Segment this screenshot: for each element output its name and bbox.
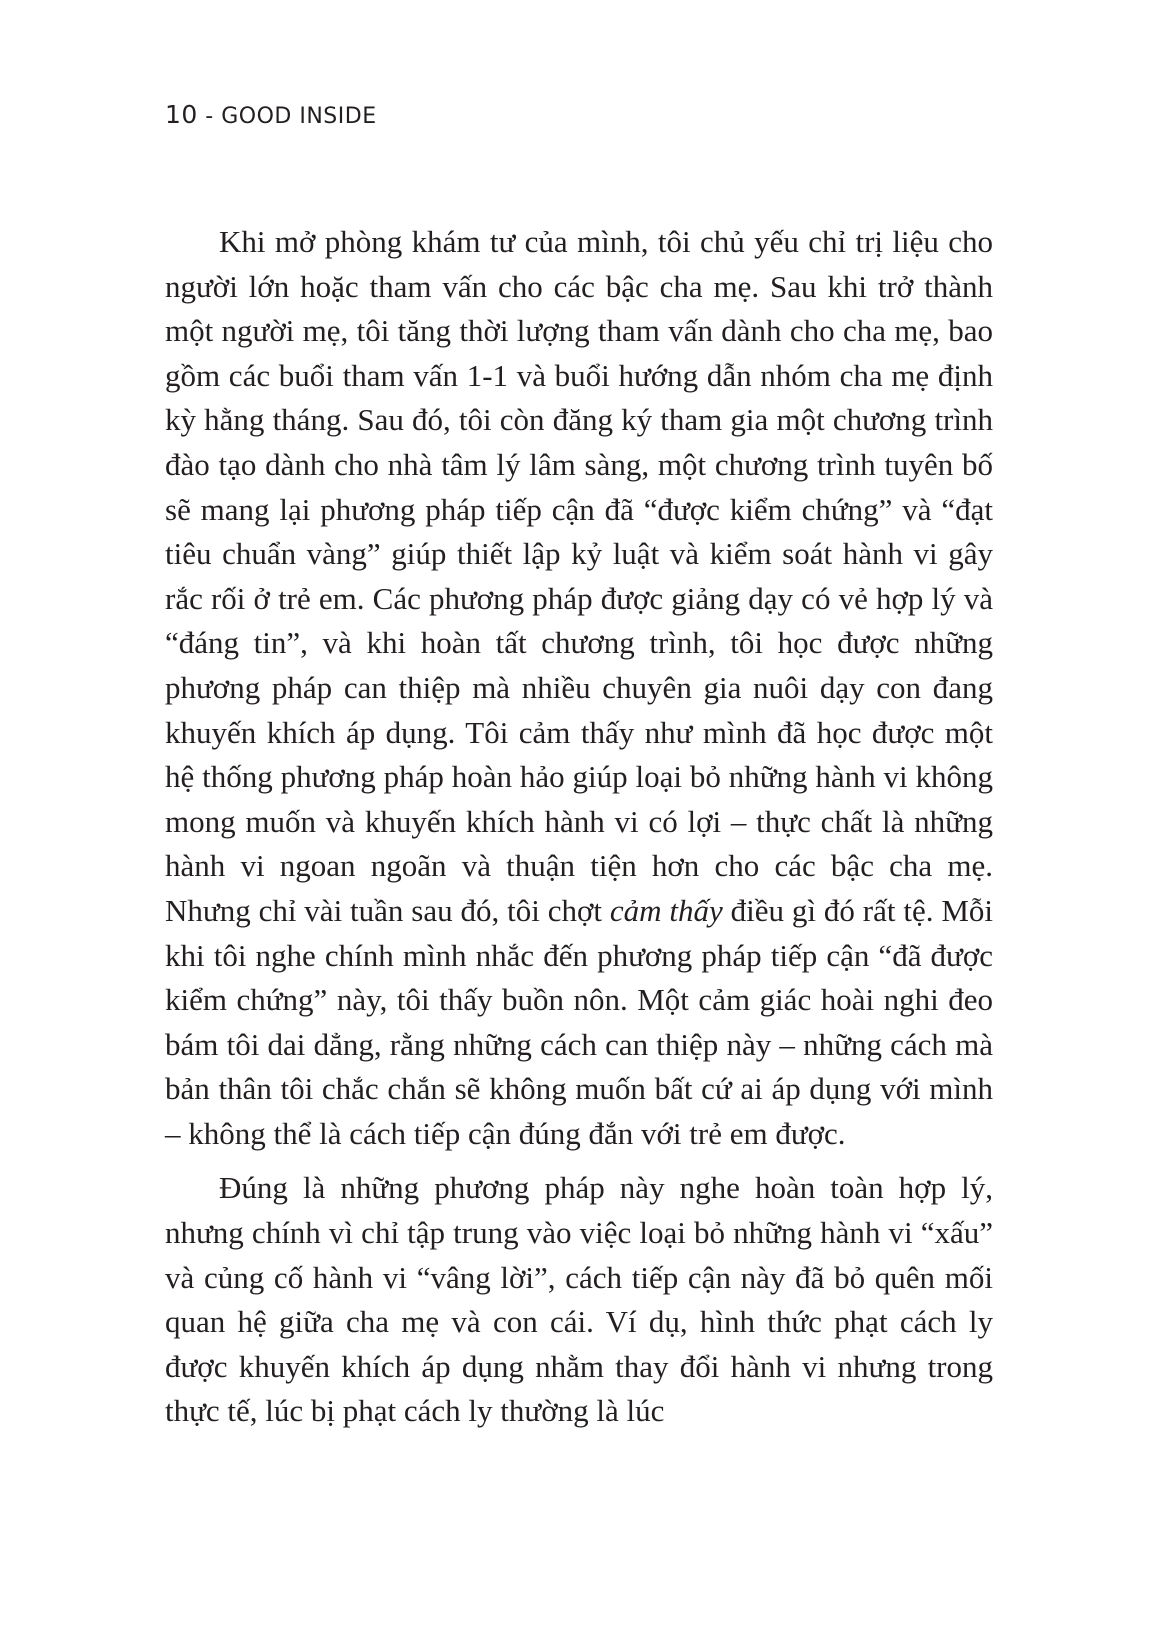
paragraph-1-emphasis: cảm thấy	[609, 892, 723, 928]
book-title: GOOD INSIDE	[221, 104, 377, 129]
paragraph-2: Đúng là những phương pháp này nghe hoàn toàn hợp lý, nhưng chính vì chỉ tập trung vào việc loại bỏ những hành vi “xấu” và củng cố hành vi “vâng lời”, cách tiếp cận này đã bỏ quên mối quan hệ giữa cha mẹ và con cái. Ví dụ, hình thức phạt cách ly được khuyến khích áp dụng nhằm thay đổi hành vi nhưng trong thực tế, lúc bị phạt cách ly thường là lúc	[165, 1170, 993, 1429]
header-separator: -	[197, 104, 222, 129]
paragraph-1	[165, 220, 993, 1156]
page-number: 10	[165, 100, 198, 129]
paragraph-1-text-before-emphasis: Khi mở phòng khám tư của mình, tôi chủ yếu chỉ trị liệu cho người lớn hoặc tham vấn cho các bậc cha mẹ. Sau khi trở thành một người mẹ, tôi tăng thời lượng tham vấn dành cho cha mẹ, bao gồm các buổi tham vấn 1-1 và buổi hướng dẫn nhóm cha mẹ định kỳ hằng tháng. Sau đó, tôi còn đăng ký tham gia một chương trình đào tạo dành cho nhà tâm lý lâm sàng, một chương trình tuyên bố sẽ mang lại phương pháp tiếp cận đã “được kiểm chứng” và “đạt tiêu chuẩn vàng” giúp thiết lập kỷ luật và kiểm soát hành vi gây rắc rối ở trẻ em. Các phương pháp được giảng dạy có vẻ hợp lý và “đáng tin”, và khi hoàn tất chương trình, tôi học được những phương pháp can thiệp mà nhiều chuyên gia nuôi dạy con đang khuyến khích áp dụng. Tôi cảm thấy như mình đã học được một hệ thống phương pháp hoàn hảo giúp loại bỏ những hành vi không mong muốn và khuyến khích hành vi có lợi – thực chất là những hành vi ngoan ngoãn và thuận tiện hơn cho các bậc cha mẹ. Nhưng chỉ vài tuần sau đó, tôi chợt	[165, 224, 993, 928]
paragraph-1-text-after-emphasis: điều gì đó rất tệ. Mỗi khi tôi nghe chính mình nhắc đến phương pháp tiếp cận “đã được kiểm chứng” này, tôi thấy buồn nôn. Một cảm giác hoài nghi đeo bám tôi dai dẳng, rằng những cách can thiệp này – những cách mà bản thân tôi chắc chắn sẽ không muốn bất cứ ai áp dụng với mình – không thể là cách tiếp cận đúng đắn với trẻ em được.	[165, 892, 994, 1151]
body-text	[165, 220, 993, 1434]
running-header	[165, 100, 377, 129]
